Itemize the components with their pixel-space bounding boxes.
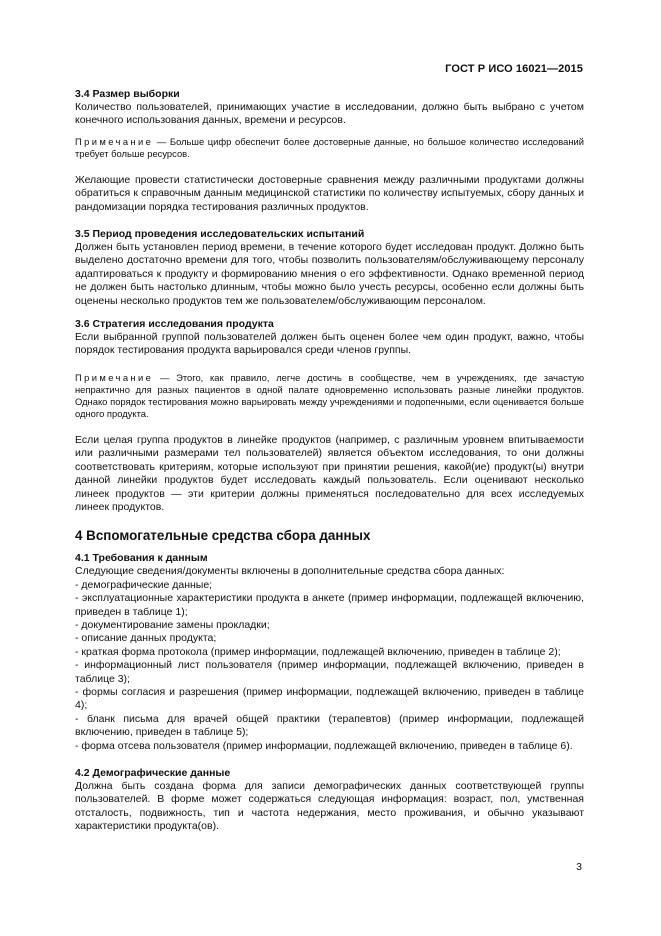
- section-3-6-note: [75, 372, 584, 420]
- list-item: - документирование замены прокладки;: [75, 618, 270, 631]
- list-item: - информационный лист пользователя (пример информации, подлежащей включению, приведен в таблице 3);: [75, 659, 584, 685]
- section-4-2-paragraph-1: Должна быть создана форма для записи демографических данных соответствующей группы пользователей. В форме может содержаться следующая информация: возраст, пол, умственная отсталость, подвижность, тип и частота недержания, место проживания, и обычно указывают характеристики продукта(ов).: [75, 780, 584, 833]
- section-4-2-heading: 4.2 Демографические данные: [75, 767, 231, 779]
- list-item: - бланк письма для врачей общей практики (терапевтов) (пример информации, подлежащей включению, приведен в таблице 5);: [75, 712, 584, 739]
- page-number: 3: [576, 861, 582, 873]
- list-item: - эксплуатационные характеристики продукта в анкете (пример информации, подлежащей включению, приведен в таблице 1);: [75, 592, 584, 618]
- section-4-1-heading: 4.1 Требования к данным: [75, 552, 208, 565]
- section-3-4-paragraph-1: Количество пользователей, принимающих участие в исследовании, должно быть выбрано с учетом конечного использования данных, времени и ресурсов.: [75, 101, 584, 127]
- note-label: Примечание: [75, 371, 154, 383]
- section-3-6-paragraph-1: Если выбранной группой пользователей должен быть оценен более чем один продукт, важно, чтобы порядок тестирования продукта варьировался среди членов группы.: [75, 331, 584, 357]
- list-item: - демографические данные;: [75, 578, 213, 591]
- section-3-6-heading: 3.6 Стратегия исследования продукта: [75, 318, 274, 331]
- section-3-4-heading: 3.4 Размер выборки: [75, 88, 180, 100]
- section-3-4-paragraph-2: Желающие провести статистически достоверные сравнения между различными продуктами должны обратиться к справочным данным медицинской статистики по количеству испытуемых, сбору данных и рандомизации порядка тестирования различных продуктов.: [75, 173, 584, 213]
- note-text: — Больше цифр обеспечит более достоверные данные, но большое количество исследований требует больше ресурсов.: [75, 135, 584, 159]
- section-4-1-intro: Следующие сведения/документы включены в дополнительные средства сбора данных:: [75, 565, 505, 578]
- note-label: Примечание: [75, 135, 154, 147]
- document-header: ГОСТ Р ИСО 16021—2015: [445, 63, 583, 75]
- section-3-5-heading: 3.5 Период проведения исследовательских испытаний: [75, 228, 365, 241]
- section-3-5-paragraph-1: Должен быть установлен период времени, в течение которого будет исследован продукт. Должно быть выделено достаточно времени для того, чтобы позволить пользователям/обслуживающему персоналу адаптироваться к продукту и формированию мнения о его эффективности. Однако временной период не должен быть настолько длинным, чтобы можно было учесть ресурсы, особенно если должны быть оценены несколько продуктов тем же пользователем/обслуживающим персоналом.: [75, 241, 584, 307]
- list-item: - форма отсева пользователя (пример информации, подлежащей включению, приведен в таблице 6).: [75, 739, 573, 752]
- list-item: - описание данных продукта;: [75, 632, 217, 645]
- section-3-4-note: [75, 136, 584, 160]
- document-body: [75, 88, 584, 834]
- note-text: — Этого, как правило, легче достичь в сообществе, чем в учреждениях, где зачастую непрактично для разных пациентов в одной палате одновременно использовать разные линейки продуктов. Однако порядок тестирования можно варьировать между учреждениями и подопечными, если оценивается больше одного продукта.: [75, 371, 584, 419]
- list-item: - формы согласия и разрешения (пример информации, подлежащей включению, приведен в таблице 4);: [75, 685, 584, 712]
- list-item: - краткая форма протокола (пример информации, подлежащей включению, приведен в таблице 2);: [75, 645, 561, 658]
- section-4-heading: 4 Вспомогательные средства сбора данных: [75, 528, 371, 544]
- section-3-6-paragraph-2: Если целая группа продуктов в линейке продуктов (например, с различным уровнем впитываемости или различными размерами тел пользователей) является объектом исследования, то они должны соответствовать критериям, которые используют при принятии решения, какой(ие) продукт(ы) внутри данной линейки продуктов будет исследовать каждый пользователь. Если оценивают несколько линеек продуктов — эти критерии должны применяться последовательно для всех исследуемых линеек продуктов.: [75, 433, 584, 513]
